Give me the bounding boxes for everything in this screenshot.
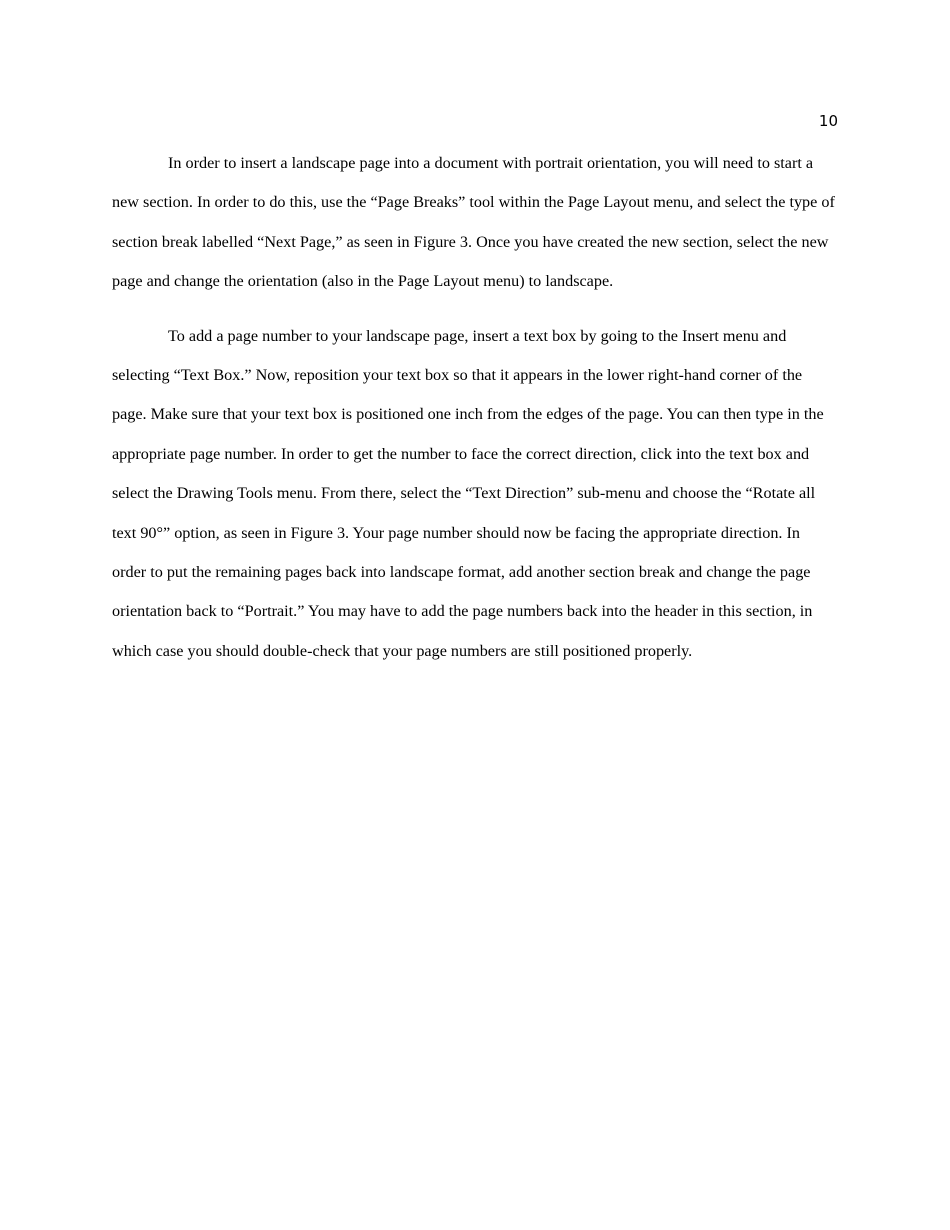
document-body [112,144,838,686]
paragraph-landscape-section: In order to insert a landscape page into a document with portrait orientation, you will need to start a new section. In order to do this, use the “Page Breaks” tool within the Page Layout menu, and select the type of section break labelled “Next Page,” as seen in Figure 3. Once you have created the new section, select the new page and change the orientation (also in the Page Layout menu) to landscape. [112,154,835,291]
paragraph-page-number-textbox: To add a page number to your landscape page, insert a text box by going to the Insert menu and selecting “Text Box.” Now, reposition your text box so that it appears in the lower right-hand corner of the page. Make sure that your text box is positioned one inch from the edges of the page. You can then type in the appropriate page number. In order to get the number to face the correct direction, click into the text box and select the Drawing Tools menu. From there, select the “Text Direction” sub-menu and choose the “Rotate all text 90°” option, as seen in Figure 3. Your page number should now be facing the appropriate direction. In order to put the remaining pages back into landscape format, add another section break and change the page orientation back to “Portrait.” You may have to add the page numbers back into the header in this section, in which case you should double-check that your page numbers are still positioned properly. [112,326,824,660]
page-number: 10 [818,112,838,130]
